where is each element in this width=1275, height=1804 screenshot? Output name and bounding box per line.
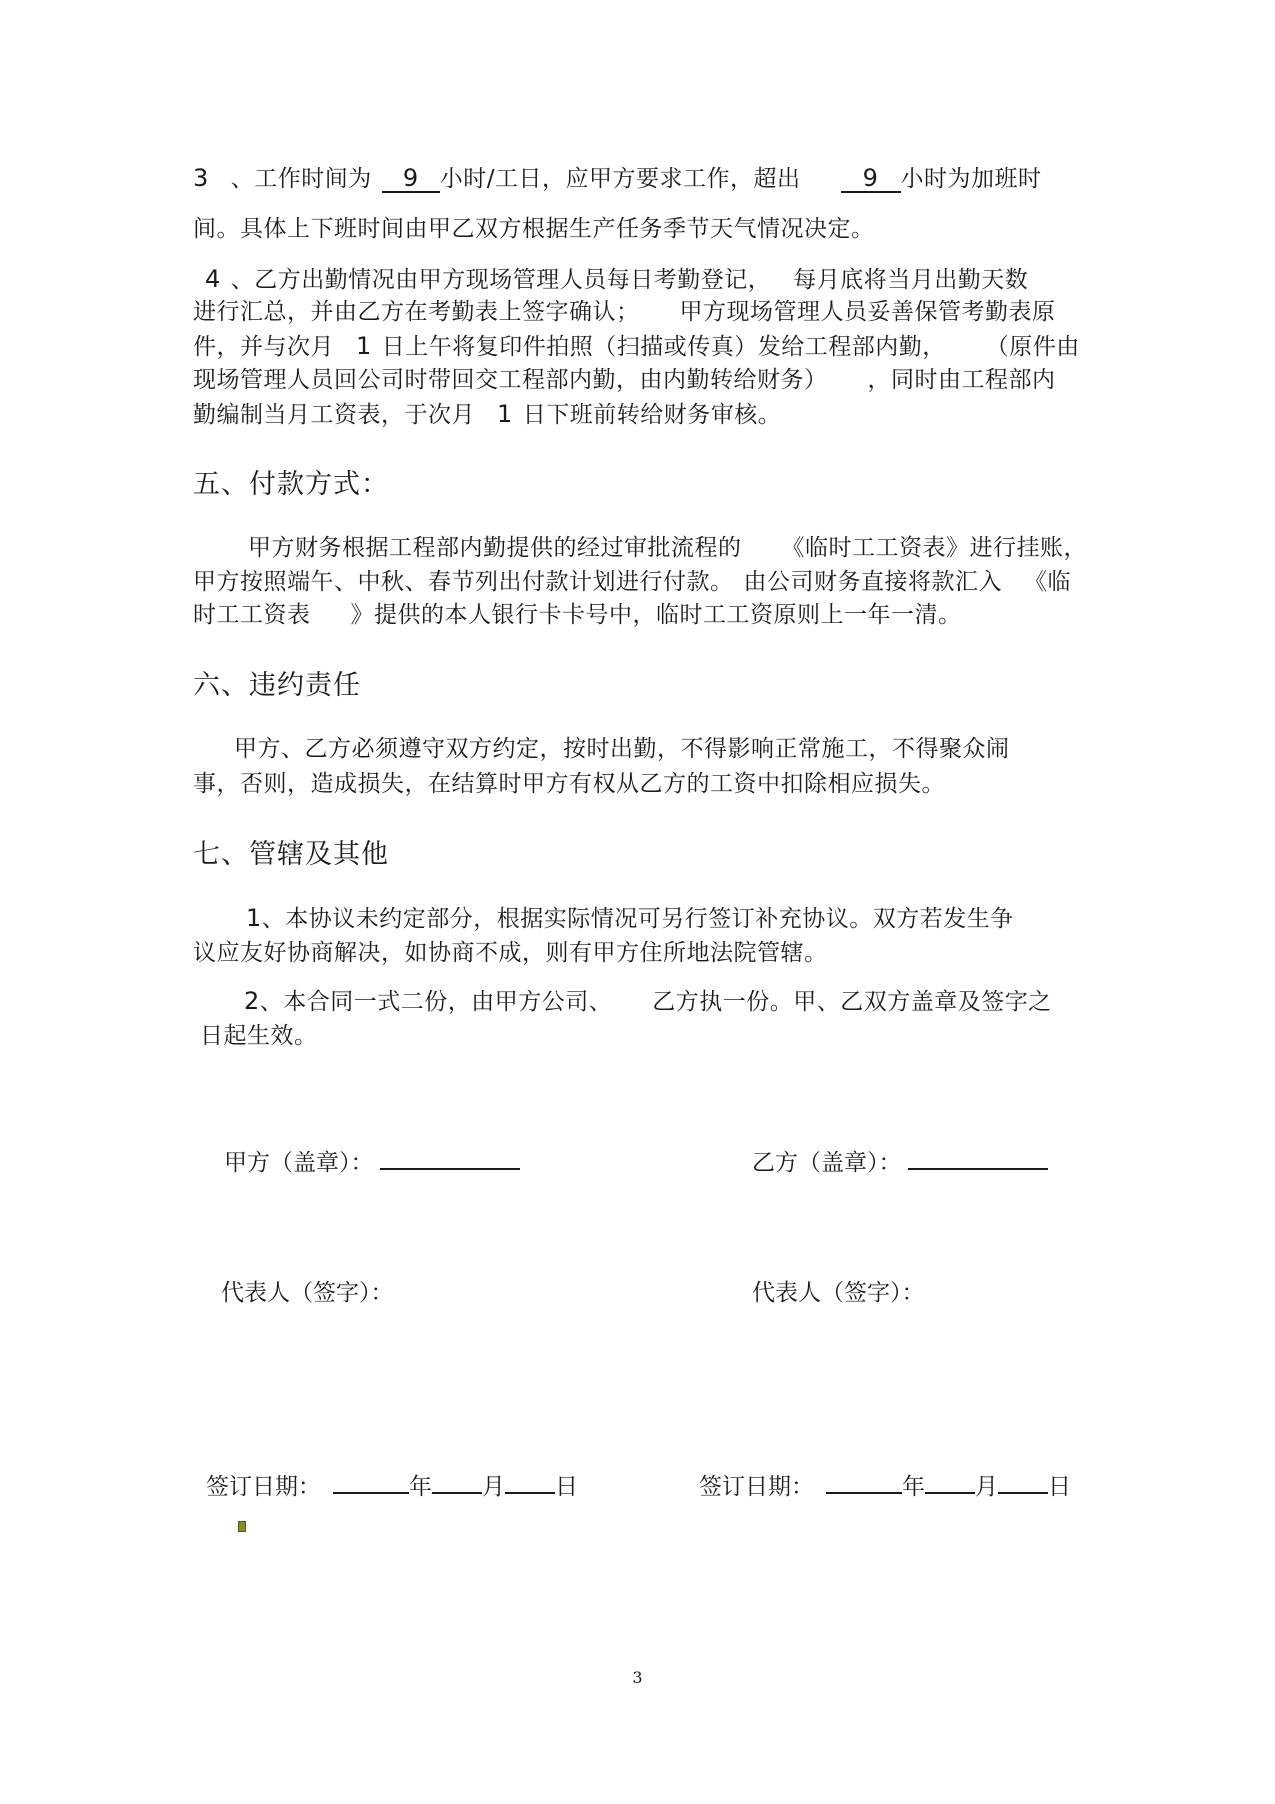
section-7-item-1-line-1: 1、本协议未约定部分，根据实际情况可另行签订补充协议。双方若发生争 [246,904,1014,932]
party-b-month-blank[interactable] [925,1492,975,1494]
section-5-line-1: 甲方财务根据工程部内勤提供的经过审批流程的 《临时工工资表》进行挂账， [248,535,1087,561]
clause-4-line-4: 现场管理人员回公司时带回交工程部内勤，由内勤转给财务） ，同时由工程部内 [193,367,1056,393]
clause-4-number: 4 [205,265,221,293]
party-b-seal-field[interactable]: 乙方（盖章）： [752,1148,1048,1178]
party-a-year-blank[interactable] [333,1492,409,1494]
section-6-heading: 六、违约责任 [193,670,361,701]
page-number: 3 [632,1668,643,1687]
clause-4-line-3: 件，并与次月 1 日上午将复印件拍照（扫描或传真）发给工程部内勤， （原件由 [193,332,1080,360]
section-7-item-1-line-2: 议应友好协商解决，如协商不成，则有甲方住所地法院管辖。 [193,940,828,966]
section-7-heading: 七、管辖及其他 [193,839,389,870]
work-hours-value: 9 [382,165,440,193]
party-a-representative-label: 代表人（签字）： [221,1280,394,1306]
section-7-item-2-line-2: 日起生效。 [200,1023,318,1049]
party-a-seal-field[interactable]: 甲方（盖章）： [224,1148,520,1178]
section-6-line-1: 甲方、乙方必须遵守双方约定，按时出勤，不得影响正常施工，不得聚众闹 [234,736,1010,762]
party-a-date-field[interactable]: 签订日期： 年 月 日 [206,1474,578,1500]
overtime-hours-value: 9 [841,165,901,193]
party-a-seal-blank[interactable] [380,1168,520,1170]
party-b-seal-blank[interactable] [908,1168,1048,1170]
clause-4-line-2: 进行汇总，并由乙方在考勤表上签字确认； 甲方现场管理人员妥善保管考勤表原 [193,299,1056,325]
party-b-date-field[interactable]: 签订日期： 年 月 日 [699,1474,1071,1500]
clause-3-line-2: 间。具体上下班时间由甲乙双方根据生产任务季节天气情况决定。 [193,216,875,242]
party-b-year-blank[interactable] [826,1492,902,1494]
party-a-month-blank[interactable] [432,1492,482,1494]
section-5-heading: 五、付款方式： [193,469,389,500]
clause-4-line-1: 4 、乙方出勤情况由甲方现场管理人员每日考勤登记， 每月底将当月出勤天数 [205,265,1029,293]
section-7-item-2-line-1: 2、本合同一式二份，由甲方公司、 乙方执一份。甲、乙双方盖章及签字之 [244,987,1052,1015]
section-5-line-3: 时工工资表 》提供的本人银行卡卡号中，临时工工资原则上一年一清。 [193,602,962,628]
party-b-day-blank[interactable] [998,1492,1048,1494]
section-6-line-2: 事，否则，造成损失，在结算时甲方有权从乙方的工资中扣除相应损失。 [193,771,945,797]
clause-3-number: 3 [193,164,209,192]
clause-3-line-1: 3 、工作时间为 9 小时/工日，应甲方要求工作，超出 9 小时为加班时 [193,164,1042,192]
clause-4-line-5: 勤编制当月工资表，于次月 1 日下班前转给财务审核。 [193,400,782,428]
party-b-representative-label: 代表人（签字）： [752,1280,925,1306]
section-5-line-2: 甲方按照端午、中秋、春节列出付款计划进行付款。 由公司财务直接将款汇入 《临 [193,569,1071,595]
stray-mark [238,1521,246,1532]
party-a-day-blank[interactable] [505,1492,555,1494]
